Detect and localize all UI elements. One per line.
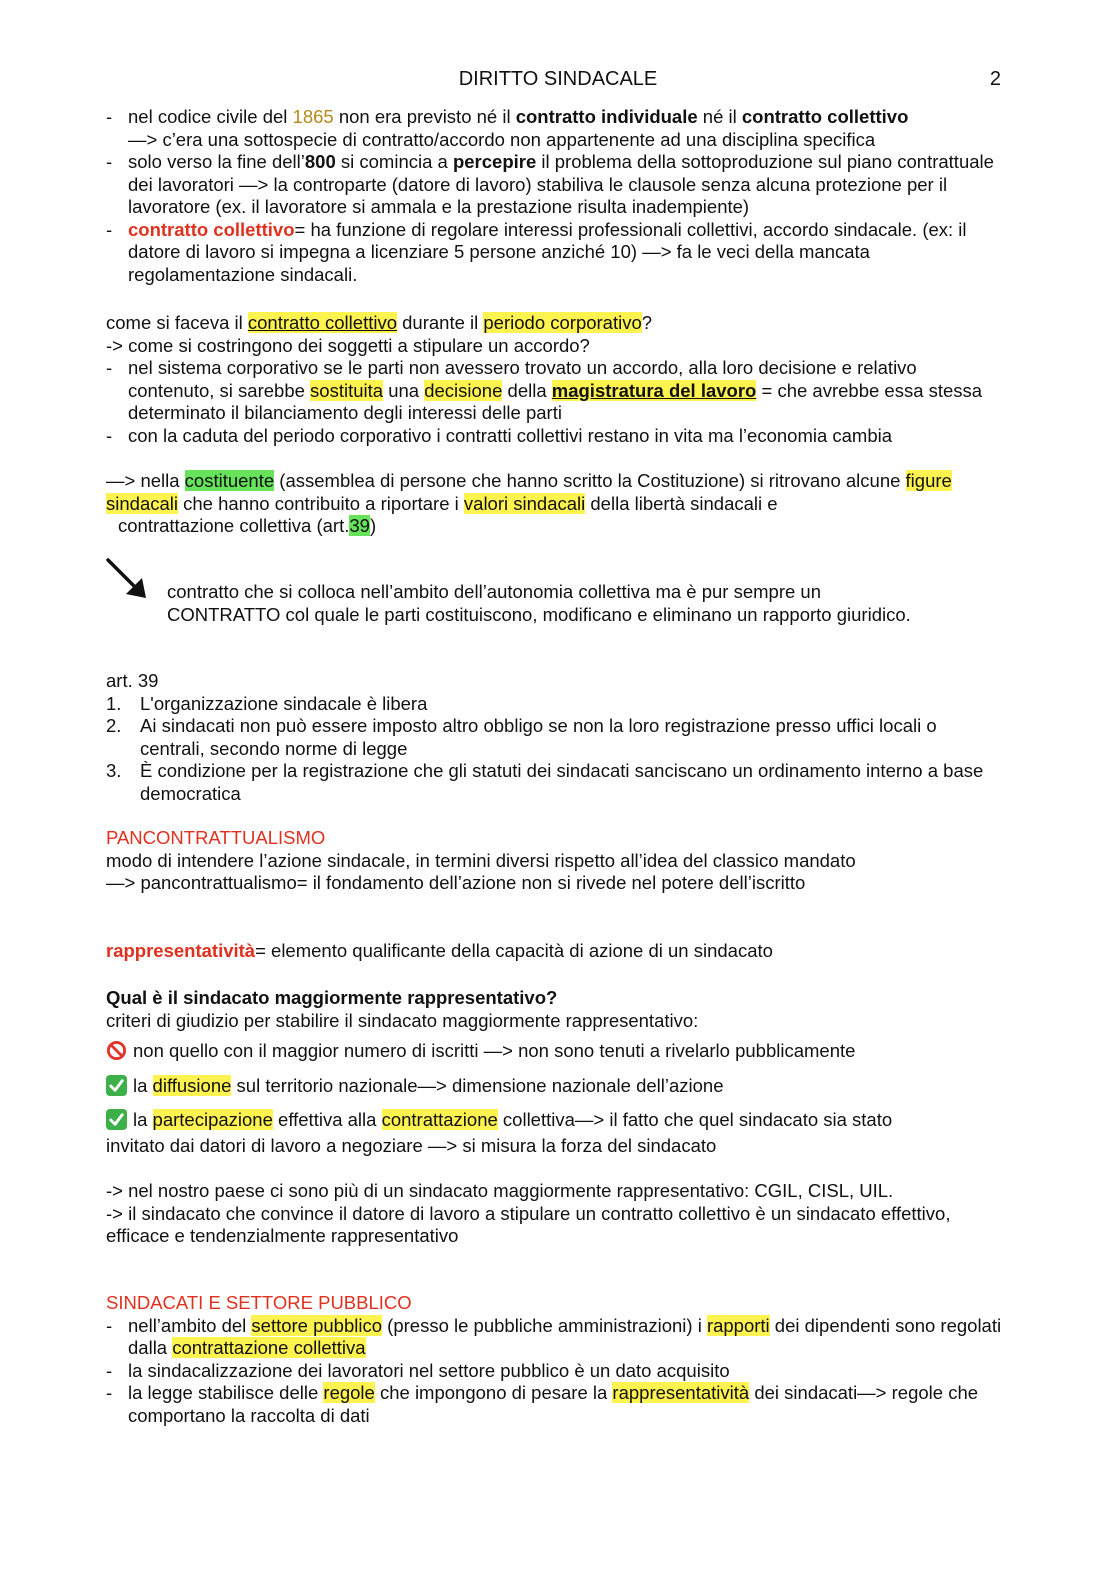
criterion-prohibited: non quello con il maggior numero di iscritti —> non sono tenuti a rivelarlo pubblicamente bbox=[106, 1040, 1006, 1063]
art39-title: art. 39 bbox=[106, 670, 159, 691]
bullet-settore-pubblico: - nell’ambito del settore pubblico (presso le pubbliche amministrazioni) i rapporti dei dipendenti sono regolati dalla contrattazione collettiva bbox=[106, 1315, 1006, 1360]
section-heading: PANCONTRATTUALISMO bbox=[106, 827, 326, 848]
criterion-partecipazione: la partecipazione effettiva alla contrattazione collettiva—> il fatto che quel sindacato sia stato invitato dai datori di lavoro a negoziare —> si misura la forza del sindacato bbox=[106, 1109, 893, 1156]
list-item: 2. Ai sindacati non può essere imposto altro obbligo se non la loro registrazione presso uffici locali o centrali, secondo norme di legge bbox=[106, 715, 937, 759]
check-mark-icon bbox=[106, 1075, 127, 1096]
bold-contratto-collettivo: contratto collettivo bbox=[741, 106, 909, 127]
maggiormente-notes: -> nel nostro paese ci sono più di un sindacato maggiormente rappresentativo: CGIL, CISL, UIL. -> il sindacato che convince il datore di lavoro a stipulare un contratto collettivo è un sindacato effettivo, efficace e tendenzialmente rappresentativo bbox=[106, 1180, 951, 1246]
intro-bullets bbox=[106, 106, 1006, 286]
question-periodo-corporativo: come si faceva il contratto collettivo durante il periodo corporativo? bbox=[106, 312, 653, 333]
bullet-fine-800: - solo verso la fine dell’800 si comincia a percepire il problema della sottoproduzione sul piano contrattuale dei lavoratori —> la controparte (datore di lavoro) stabiliva le clausole senza alcuna protezione per il lavoratore (ex. il lavoratore si ammala e la prestazione risulta inadempiente) bbox=[106, 151, 1006, 219]
arrow-down-right-icon bbox=[104, 556, 150, 602]
list-item: 3. È condizione per la registrazione che gli statuti dei sindacati sanciscano un ordinamento interno a base democratica bbox=[106, 760, 984, 804]
page-title: DIRITTO SINDACALE bbox=[458, 68, 658, 90]
year-1865: 1865 bbox=[292, 106, 334, 127]
art39-section bbox=[106, 670, 1006, 805]
prohibited-icon bbox=[106, 1040, 127, 1061]
criterion-diffusione: la diffusione sul territorio nazionale—> dimensione nazionale dell’azione bbox=[106, 1075, 1006, 1098]
list-item: 1. L'organizzazione sindacale è libera bbox=[106, 692, 428, 714]
pancontrattualismo-section: PANCONTRATTUALISMO modo di intendere l’azione sindacale, in termini diversi rispetto all’idea del classico mandato —> pancontrattualismo= il fondamento dell’azione non si rivede nel potere dell’iscritto bbox=[106, 827, 1006, 895]
bullet-caduta-corporativo: - con la caduta del periodo corporativo i contratti collettivi restano in vita ma l’economia cambia bbox=[106, 425, 1006, 448]
settore-pubblico-section bbox=[106, 1292, 1006, 1427]
bullet-codice-civile: - nel codice civile del 1865 non era previsto né il contratto individuale né il contratto collettivo —> c’era una sottospecie di contratto/accordo non appartenente ad una disciplina specifica bbox=[106, 106, 1006, 151]
bullet-sindacalizzazione: - la sindacalizzazione dei lavoratori nel settore pubblico è un dato acquisito bbox=[106, 1360, 1006, 1383]
bold-contratto-individuale: contratto individuale bbox=[515, 106, 698, 127]
rappresentativita-definition: rappresentatività= elemento qualificante della capacità di azione di un sindacato bbox=[106, 940, 773, 961]
question-heading: Qual è il sindacato maggiormente rappresentativo? bbox=[106, 987, 558, 1008]
term-contratto-collettivo: contratto collettivo bbox=[128, 218, 295, 240]
section-heading: SINDACATI E SETTORE PUBBLICO bbox=[106, 1292, 412, 1313]
page-number: 2 bbox=[989, 68, 1001, 90]
bullet-contratto-collettivo: - contratto collettivo= ha funzione di regolare interessi professionali collettivi, accordo sindacale. (ex: il datore di lavoro si impegna a licenziare 5 persone anziché 10) —> fa le veci della mancata regolamentazione sindacali. bbox=[106, 219, 1006, 287]
bullet-legge-regole: - la legge stabilisce delle regole che impongono di pesare la rappresentatività dei sindacati—> regole che comportano la raccolta di dati bbox=[106, 1382, 1006, 1427]
bullet-sistema-corporativo: - nel sistema corporativo se le parti non avessero trovato un accordo, alla loro decisione e relativo contenuto, si sarebbe sostituita una decisione della magistratura del lavoro = che avrebbe essa stessa determinato il bilanciamento degli interessi delle parti bbox=[106, 357, 1006, 425]
maggiormente-rappresentativo-section: Qual è il sindacato maggiormente rappresentativo? criteri di giudizio per stabilire il sindacato maggiormente rappresentativo: bbox=[106, 987, 699, 1031]
arrow-note: contratto che si colloca nell’ambito dell’autonomia collettiva ma è pur sempre un CONTRATTO col quale le parti costituiscono, modificano e eliminano un rapporto giuridico. bbox=[167, 581, 911, 625]
costituente-paragraph: —> nella costituente (assemblea di persone che hanno scritto la Costituzione) si ritrovano alcune figure sindacali che hanno contribuito a riportare i valori sindacali della libertà sindacali e contrattazione collettiva (art.39) bbox=[106, 470, 952, 536]
check-mark-icon bbox=[106, 1109, 127, 1130]
question-stipulare: -> come si costringono dei soggetti a stipulare un accordo? bbox=[106, 334, 590, 356]
periodo-corporativo-section bbox=[106, 312, 1006, 447]
